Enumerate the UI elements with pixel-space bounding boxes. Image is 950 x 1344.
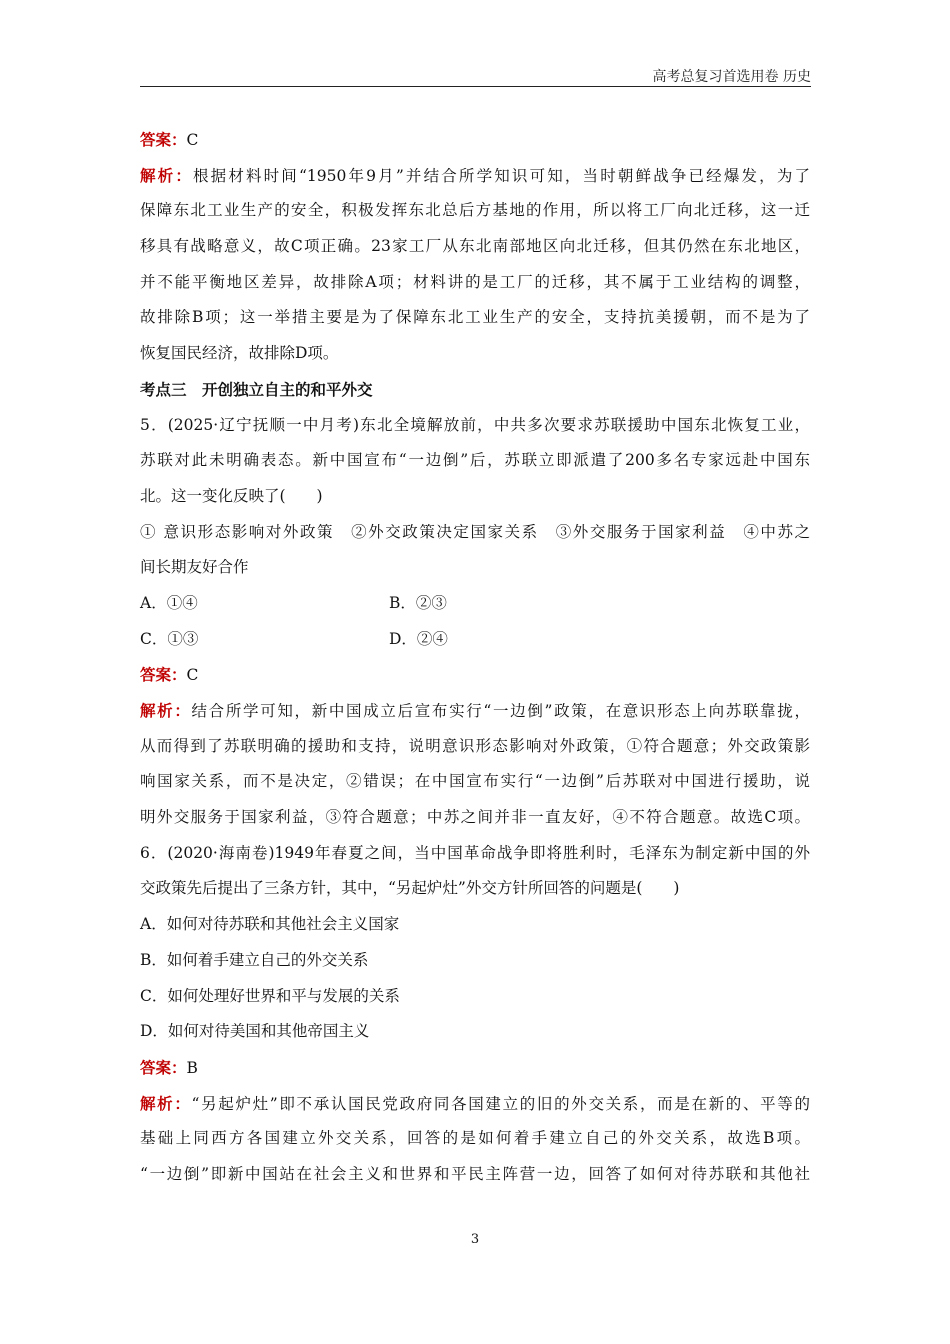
running-header: 高考总复习首选用卷 历史 — [652, 69, 811, 85]
question-5-line: 苏联对此未明确表态。新中国宣布“一边倒”后，苏联立即派遣了200多名专家远赴中国东 — [140, 451, 810, 470]
analysis-line: 并不能平衡地区差异，故排除A项；材料讲的是工厂的迁移，其不属于工业结构的调整， — [140, 272, 810, 291]
answer-line-5 — [140, 657, 810, 693]
question-5-line: 北。这一变化反映了( ) — [140, 486, 323, 505]
analysis-line: 故排除B项；这一举措主要是为了保障东北工业生产的安全，支持抗美援朝，而不是为了 — [140, 308, 810, 327]
question-5-line: ① 意识形态影响对外政策 ②外交政策决定国家关系 ③外交服务于国家利益 ④中苏之 — [140, 522, 810, 541]
analysis-text: 结合所学可知，新中国成立后宣布实行“一边倒”政策，在意识形态上向苏联靠拢， — [191, 702, 810, 720]
option-a: A．如何对待苏联和其他社会主义国家 — [140, 915, 400, 934]
page-content — [140, 122, 810, 1193]
analysis-line — [140, 693, 810, 729]
analysis-line — [140, 158, 810, 194]
option-c: C．①③ — [140, 629, 199, 648]
section-heading: 考点三 开创独立自主的和平外交 — [140, 379, 373, 399]
option-d: D．如何对待美国和其他帝国主义 — [140, 1022, 370, 1041]
analysis-line: “一边倒”即新中国站在社会主义和世界和平民主阵营一边，回答了如何对待苏联和其他社 — [140, 1164, 810, 1183]
option-c: C．如何处理好世界和平与发展的关系 — [140, 986, 400, 1005]
question-6-line: 交政策先后提出了三条方针，其中，“另起炉灶”外交方针所回答的问题是( ) — [140, 879, 680, 898]
question-5-line: 间长期友好合作 — [140, 558, 249, 577]
question-5-options-row — [140, 622, 810, 658]
answer-label: 答案： — [140, 665, 187, 685]
answer-line-6 — [140, 1050, 810, 1086]
analysis-line: 保障东北工业生产的安全，积极发挥东北总后方基地的作用，所以将工厂向北迁移，这一迁 — [140, 201, 810, 220]
answer-line-1 — [140, 122, 810, 158]
analysis-text: 根据材料时间“1950年9月”并结合所学知识可知，当时朝鲜战争已经爆发，为了 — [193, 166, 810, 185]
option-b: B．②③ — [389, 593, 447, 612]
option-d: D．②④ — [389, 629, 448, 648]
analysis-label: 解析： — [140, 165, 193, 185]
analysis-label: 解析： — [140, 1093, 192, 1113]
analysis-line — [140, 1086, 810, 1122]
answer-label: 答案： — [140, 1057, 187, 1077]
answer-value: B — [186, 1058, 198, 1077]
answer-value: C — [186, 666, 199, 685]
analysis-label: 解析： — [140, 701, 192, 720]
analysis-line: 基础上同西方各国建立外交关系，回答的是如何着手建立自己的外交关系，故选B项。 — [140, 1129, 810, 1148]
question-5-options-row — [140, 586, 810, 622]
answer-label: 答案： — [140, 130, 187, 149]
analysis-line: 响国家关系，而不是决定，②错误；在中国宣布实行“一边倒”后苏联对中国进行援助，说 — [140, 772, 810, 791]
question-5-line: 5．(2025·辽宁抚顺一中月考)东北全境解放前，中共多次要求苏联援助中国东北恢复工业， — [140, 415, 810, 434]
analysis-line: 恢复国民经济，故排除D项。 — [140, 344, 339, 363]
answer-value: C — [186, 131, 199, 149]
page-number: 3 — [470, 1232, 480, 1247]
analysis-line: 移具有战略意义，故C项正确。23家工厂从东北南部地区向北迁移，但其仍然在东北地区， — [140, 237, 810, 256]
analysis-text: “另起炉灶”即不承认国民党政府同各国建立的旧的外交关系，而是在新的、平等的 — [191, 1094, 810, 1113]
option-b: B．如何着手建立自己的外交关系 — [140, 950, 369, 969]
question-6-line: 6．(2020·海南卷)1949年春夏之间，当中国革命战争即将胜利时，毛泽东为制定新中国的外 — [140, 843, 810, 862]
analysis-line: 从而得到了苏联明确的援助和支持，说明意识形态影响对外政策，①符合题意；外交政策影 — [140, 736, 810, 755]
header-rule — [140, 86, 811, 87]
option-a: A．①④ — [140, 593, 198, 612]
analysis-line: 明外交服务于国家利益，③符合题意；中苏之间并非一直友好，④不符合题意。故选C项。 — [140, 808, 810, 827]
